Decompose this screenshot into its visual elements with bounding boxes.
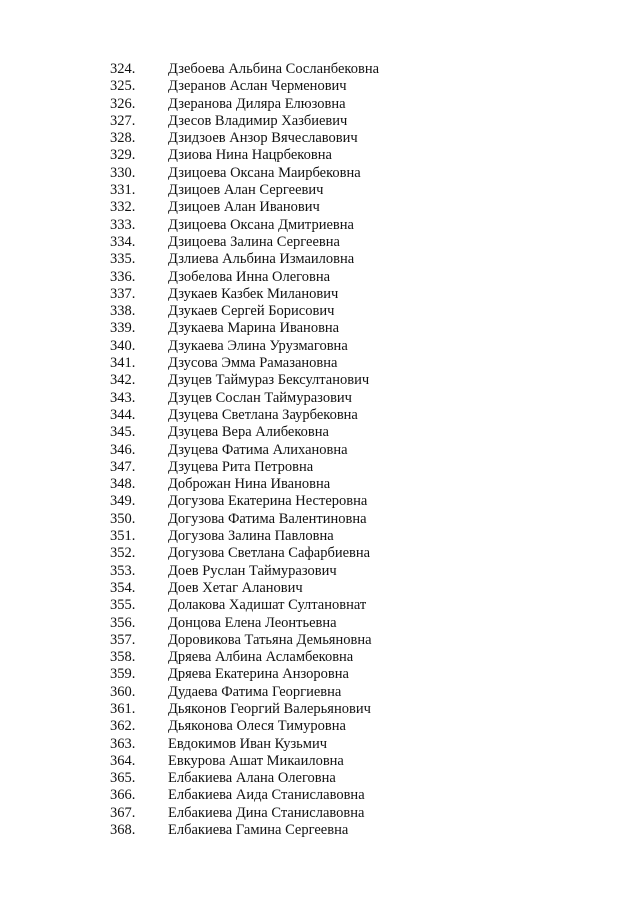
list-item — [110, 545, 379, 562]
list-item — [110, 563, 379, 580]
entry-name: Дзукаева Элина Урузмаговна — [168, 337, 348, 354]
entry-name: Дзуцева Фатима Алихановна — [168, 441, 348, 458]
list-item — [110, 96, 379, 113]
entry-name: Дьяконов Георгий Валерьянович — [168, 700, 371, 717]
entry-name: Дзесов Владимир Хазбиевич — [168, 112, 348, 129]
entry-name: Догузова Залина Павловна — [168, 528, 334, 545]
list-item — [110, 234, 379, 251]
list-item — [110, 666, 379, 683]
entry-name: Дряева Екатерина Анзоровна — [168, 666, 349, 683]
list-item — [110, 424, 379, 441]
entry-name: Доброжан Нина Ивановна — [168, 476, 331, 493]
entry-name: Дзиова Нина Нацрбековна — [168, 147, 332, 164]
list-item — [110, 251, 379, 268]
entry-name: Дзицоева Оксана Маирбековна — [168, 164, 361, 181]
list-item — [110, 736, 379, 753]
entry-number: 338. — [110, 303, 136, 320]
list-item — [110, 390, 379, 407]
entry-name: Дзеранов Аслан Черменович — [168, 78, 347, 95]
entry-name: Дзеранова Диляра Елюзовна — [168, 95, 346, 112]
list-item — [110, 787, 379, 804]
list-item — [110, 580, 379, 597]
list-item — [110, 78, 379, 95]
entry-name: Евдокимов Иван Кузьмич — [168, 735, 328, 752]
entry-number: 329. — [110, 147, 136, 164]
entry-number: 331. — [110, 182, 136, 199]
list-item — [110, 459, 379, 476]
entry-number: 346. — [110, 441, 136, 458]
entry-number: 324. — [110, 61, 136, 77]
entry-number: 347. — [110, 458, 136, 475]
entry-name: Дзусова Эмма Рамазановна — [168, 355, 338, 372]
list-item — [110, 320, 379, 337]
list-item — [110, 511, 379, 528]
list-item — [110, 615, 379, 632]
list-item — [110, 493, 379, 510]
entry-name: Дудаева Фатима Георгиевна — [168, 683, 342, 700]
entry-name: Дряева Албина Асламбековна — [168, 649, 354, 666]
entry-name: Елбакиева Алана Олеговна — [168, 770, 336, 787]
entry-number: 332. — [110, 199, 136, 216]
entry-name: Дзуцев Таймураз Бексултанович — [168, 372, 370, 389]
entry-name: Дзицоева Залина Сергеевна — [168, 233, 340, 250]
entry-name: Донцова Елена Леонтьевна — [168, 614, 337, 631]
entry-name: Дзебоева Альбина Сосланбековна — [168, 61, 380, 77]
entry-number: 360. — [110, 683, 136, 700]
entry-name: Догузова Фатима Валентиновна — [168, 510, 367, 527]
entry-number: 350. — [110, 510, 136, 527]
entry-number: 363. — [110, 735, 136, 752]
entry-number: 367. — [110, 804, 136, 821]
entry-name: Дьяконова Олеся Тимуровна — [168, 718, 346, 735]
entry-number: 339. — [110, 320, 136, 337]
list-item — [110, 649, 379, 666]
entry-number: 351. — [110, 528, 136, 545]
entry-name: Дзуцева Рита Петровна — [168, 458, 314, 475]
list-item — [110, 147, 379, 164]
entry-number: 327. — [110, 112, 136, 129]
entry-number: 364. — [110, 752, 136, 769]
entry-number: 334. — [110, 233, 136, 250]
list-item — [110, 718, 379, 735]
entry-number: 330. — [110, 164, 136, 181]
entry-number: 352. — [110, 545, 136, 562]
list-item — [110, 684, 379, 701]
list-item — [110, 770, 379, 787]
entry-number: 335. — [110, 251, 136, 268]
list-item — [110, 182, 379, 199]
entry-name: Доровикова Татьяна Демьяновна — [168, 631, 372, 648]
entry-number: 368. — [110, 822, 136, 839]
entry-number: 358. — [110, 649, 136, 666]
list-item — [110, 165, 379, 182]
entry-number: 355. — [110, 597, 136, 614]
entry-number: 341. — [110, 355, 136, 372]
entry-number: 359. — [110, 666, 136, 683]
entry-name: Дзицоев Алан Сергеевич — [168, 182, 324, 199]
entry-number: 326. — [110, 95, 136, 112]
entry-name: Дзукаев Казбек Миланович — [168, 285, 339, 302]
entry-name: Дзуцева Вера Алибековна — [168, 424, 329, 441]
list-item — [110, 303, 379, 320]
entry-number: 361. — [110, 700, 136, 717]
entry-number: 345. — [110, 424, 136, 441]
entry-name: Елбакиева Гамина Сергеевна — [168, 822, 349, 839]
entry-name: Долакова Хадишат Султановнат — [168, 597, 367, 614]
list-item — [110, 286, 379, 303]
entry-name: Елбакиева Аида Станиславовна — [168, 787, 365, 804]
entry-number: 325. — [110, 78, 136, 95]
list-item — [110, 442, 379, 459]
entry-name: Догузова Екатерина Нестеровна — [168, 493, 368, 510]
list-item — [110, 407, 379, 424]
entry-number: 336. — [110, 268, 136, 285]
entry-name: Доев Руслан Таймуразович — [168, 562, 337, 579]
entry-number: 366. — [110, 787, 136, 804]
list-item — [110, 113, 379, 130]
entry-name: Евкурова Ашат Микаиловна — [168, 752, 344, 769]
list-item — [110, 355, 379, 372]
entry-number: 344. — [110, 406, 136, 423]
list-item — [110, 476, 379, 493]
list-item — [110, 632, 379, 649]
entry-name: Дзуцева Светлана Заурбековна — [168, 406, 358, 423]
entry-number: 337. — [110, 285, 136, 302]
list-item — [110, 805, 379, 822]
list-item — [110, 199, 379, 216]
entry-number: 353. — [110, 562, 136, 579]
entry-name: Доев Хетаг Аланович — [168, 579, 303, 596]
entry-name: Дзукаева Марина Ивановна — [168, 320, 340, 337]
entry-number: 348. — [110, 476, 136, 493]
list-item — [110, 528, 379, 545]
entry-name: Догузова Светлана Сафарбиевна — [168, 545, 371, 562]
entry-name: Дзукаев Сергей Борисович — [168, 303, 335, 320]
list-item — [110, 61, 379, 78]
list-item — [110, 822, 379, 839]
entry-name: Дзидзоев Анзор Вячеславович — [168, 130, 358, 147]
entry-number: 354. — [110, 579, 136, 596]
list-item — [110, 217, 379, 234]
entry-number: 356. — [110, 614, 136, 631]
list-item — [110, 753, 379, 770]
list-item — [110, 338, 379, 355]
entry-name: Елбакиева Дина Станиславовна — [168, 804, 365, 821]
entry-number: 342. — [110, 372, 136, 389]
entry-name: Дзицоев Алан Иванович — [168, 199, 320, 216]
entry-number: 365. — [110, 770, 136, 787]
entry-number: 362. — [110, 718, 136, 735]
entry-name: Дзлиева Альбина Измаиловна — [168, 251, 355, 268]
entry-number: 340. — [110, 337, 136, 354]
entry-number: 333. — [110, 216, 136, 233]
entry-number: 328. — [110, 130, 136, 147]
entry-number: 343. — [110, 389, 136, 406]
list-item — [110, 701, 379, 718]
entry-name: Дзуцев Сослан Таймуразович — [168, 389, 352, 406]
entry-number: 357. — [110, 631, 136, 648]
entry-name: Дзобелова Инна Олеговна — [168, 268, 331, 285]
entry-number: 349. — [110, 493, 136, 510]
entry-name: Дзицоева Оксана Дмитриевна — [168, 216, 354, 233]
list-item — [110, 130, 379, 147]
name-list — [110, 61, 379, 839]
list-item — [110, 372, 379, 389]
list-item — [110, 597, 379, 614]
list-item — [110, 269, 379, 286]
